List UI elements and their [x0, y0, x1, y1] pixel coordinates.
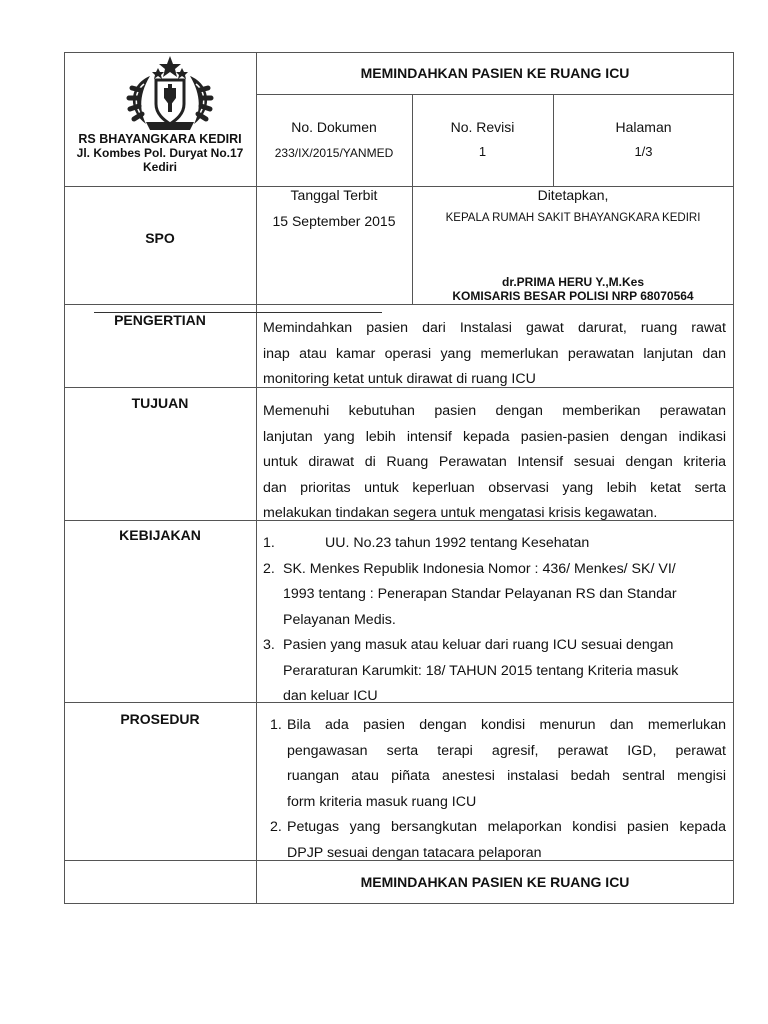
kebijakan-item	[263, 531, 726, 557]
prosedur-item-text: Petugas yang bersangkutan melaporkan kondisi pasien kepada	[287, 819, 726, 835]
kebijakan-item	[263, 633, 726, 710]
kebijakan-label: KEBIJAKAN	[119, 527, 201, 543]
prosedur-item-number: 1.	[270, 717, 282, 733]
org-address-line-1: Jl. Kombes Pol. Duryat No.17	[76, 146, 244, 160]
nama-pejabat: dr.PRIMA HERU Y.,M.Kes	[501, 275, 645, 289]
prosedur-item	[270, 815, 726, 866]
kebijakan-item-text: SK. Menkes Republik Indonesia Nomor : 436/ Menkes/ SK/ VI/	[283, 560, 676, 577]
jabatan-text: KEPALA RUMAH SAKIT BHAYANGKARA KEDIRI	[445, 212, 701, 224]
pengertian-line: Memindahkan pasien dari Instalasi gawat darurat, ruang rawat	[263, 320, 726, 336]
tanggal-terbit-value: 15 September 2015	[272, 213, 396, 229]
kebijakan-item-number: 1.	[263, 535, 275, 551]
kebijakan-item-text: 1993 tentang : Penerapan Standar Pelayanan RS dan Standar	[283, 586, 677, 602]
kebijakan-list	[263, 531, 726, 710]
kebijakan-item-text: Pelayanan Medis.	[283, 611, 396, 628]
no-dokumen-label: No. Dokumen	[291, 119, 377, 135]
tujuan-line: dan prioritas untuk keperluan observasi yang lebih ketat serta	[263, 479, 726, 496]
spo-row-divider	[64, 304, 734, 305]
title-row-divider	[256, 94, 734, 95]
prosedur-item-number: 2.	[270, 819, 282, 835]
org-name: RS BHAYANGKARA KEDIRI	[78, 132, 242, 146]
kebijakan-item	[263, 557, 726, 634]
pengertian-text	[263, 316, 726, 393]
kebijakan-item-text: Pasien yang masuk atau keluar dari ruang ICU sesuai dengan	[283, 637, 674, 653]
tujuan-line: untuk dirawat di Ruang Perawatan Intensif sesuai dengan kriteria	[263, 454, 726, 470]
no-revisi-value: 1	[478, 144, 487, 159]
ditetapkan-text: Ditetapkan,	[537, 187, 609, 203]
no-revisi-label: No. Revisi	[450, 119, 515, 135]
prosedur-item-text: DPJP sesuai dengan tatacara pelaporan	[287, 844, 542, 861]
tujuan-line: Memenuhi kebutuhan pasien dengan memberikan perawatan	[263, 403, 726, 419]
document-title: MEMINDAHKAN PASIEN KE RUANG ICU	[360, 65, 630, 81]
pengertian-label: PENGERTIAN	[114, 312, 206, 328]
halaman-label: Halaman	[615, 119, 672, 135]
prosedur-list	[270, 713, 726, 866]
no-dokumen-value: 233/IX/2015/YANMED	[274, 146, 394, 160]
tanggal-terbit-label: Tanggal Terbit	[290, 187, 378, 203]
prosedur-item-text: pengawasan serta terapi agresif, perawat IGD, perawat	[287, 742, 726, 759]
prosedur-item-text: form kriteria masuk ruang ICU	[287, 793, 477, 810]
police-emblem-logo	[120, 54, 220, 132]
kebijakan-item-number: 3.	[263, 637, 275, 653]
kebijakan-item-number: 2.	[263, 560, 275, 577]
tujuan-line: lanjutan yang lebih intensif kepada pasien-pasien dengan indikasi	[263, 428, 726, 445]
halaman-value: 1/3	[634, 144, 653, 159]
prosedur-item-text: ruangan atau piñata anestesi instalasi bedah sentral mengisi	[287, 768, 726, 784]
kebijakan-item-text: Peraraturan Karumkit: 18/ TAHUN 2015 tentang Kriteria masuk	[283, 662, 679, 679]
tujuan-line: melakukan tindakan segera untuk mengatasi krisis kegawatan.	[263, 505, 658, 521]
prosedur-label: PROSEDUR	[120, 711, 200, 727]
header-divider-2	[553, 94, 554, 186]
tujuan-label: TUJUAN	[131, 395, 189, 411]
footer-document-title: MEMINDAHKAN PASIEN KE RUANG ICU	[360, 874, 630, 890]
pengertian-line: monitoring ketat untuk dirawat di ruang ICU	[263, 371, 536, 387]
spo-label: SPO	[145, 230, 175, 246]
org-address-line-2: Kediri	[142, 160, 177, 174]
pangkat-pejabat: KOMISARIS BESAR POLISI NRP 68070564	[452, 289, 694, 303]
kebijakan-item-text: dan keluar ICU	[283, 688, 378, 704]
column-divider	[256, 52, 257, 904]
tujuan-text	[263, 399, 726, 527]
prosedur-item-text: Bila ada pasien dengan kondisi menurun dan memerlukan	[287, 717, 726, 733]
pengertian-line: inap atau kamar operasi yang memerlukan perawatan lanjutan dan	[263, 345, 726, 362]
prosedur-item	[270, 713, 726, 815]
kebijakan-item-text: UU. No.23 tahun 1992 tentang Kesehatan	[325, 535, 590, 551]
